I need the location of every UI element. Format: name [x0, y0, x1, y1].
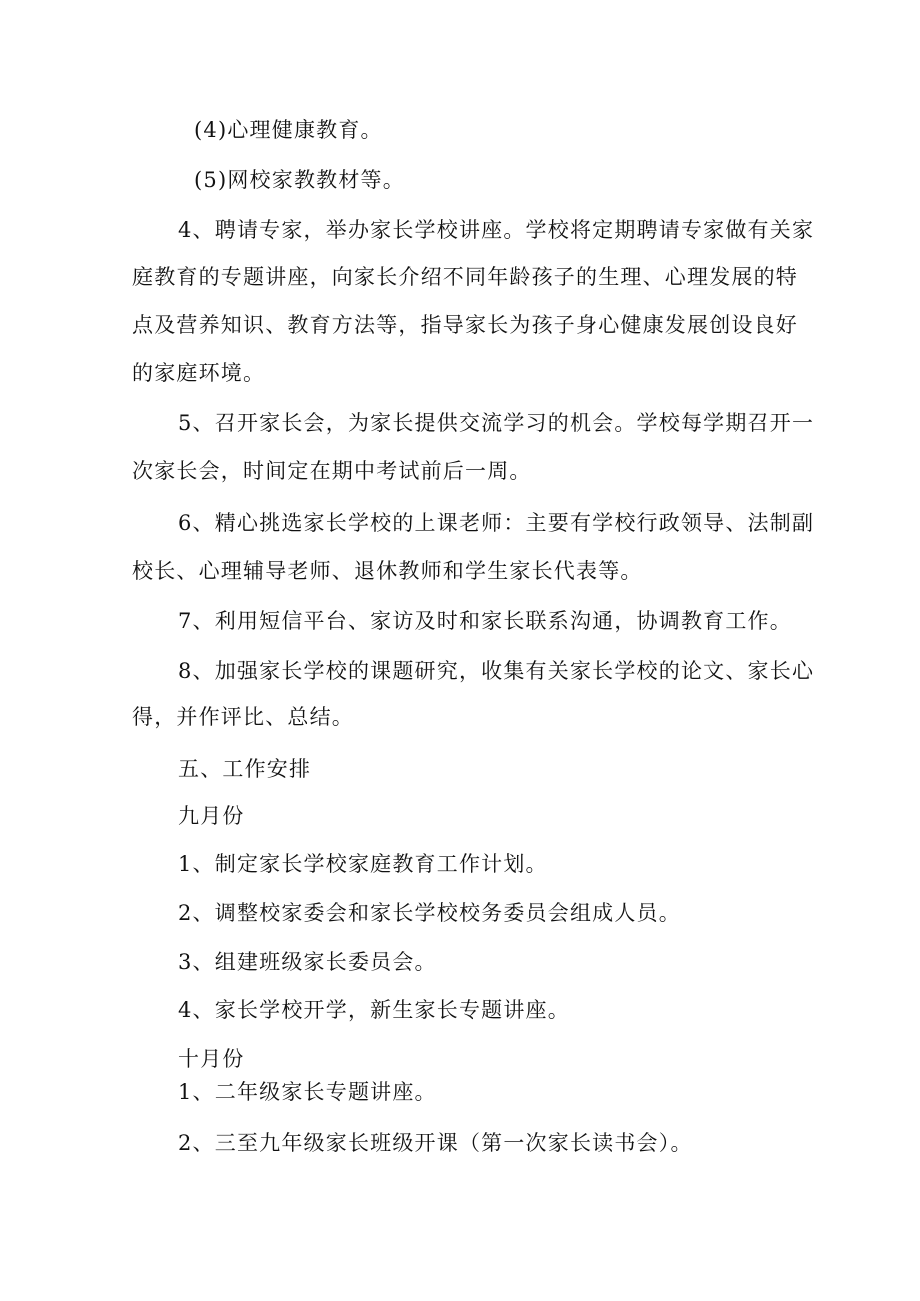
- september-item-4: 4、家长学校开学，新生家长专题讲座。: [178, 998, 570, 1022]
- paragraph-4-line-3: 点及营养知识、教育方法等，指导家长为孩子身心健康发展创设良好: [132, 313, 798, 337]
- month-heading-september: 九月份: [178, 804, 245, 828]
- paragraph-4-line-2: 庭教育的专题讲座，向家长介绍不同年龄孩子的生理、心理发展的特: [132, 265, 798, 289]
- month-heading-october: 十月份: [178, 1047, 245, 1071]
- list-item-5-materials: (5)网校家教教材等。: [194, 168, 405, 192]
- paragraph-5-line-2: 次家长会，时间定在期中考试前后一周。: [132, 459, 532, 483]
- paragraph-4-line-1: 4、聘请专家，举办家长学校讲座。学校将定期聘请专家做有关家: [178, 218, 815, 242]
- paragraph-6-line-1: 6、精心挑选家长学校的上课老师：主要有学校行政领导、法制副: [178, 511, 815, 535]
- paragraph-6-line-2: 校长、心理辅导老师、退休教师和学生家长代表等。: [132, 559, 643, 583]
- list-item-4-mental-health: (4)心理健康教育。: [194, 118, 383, 142]
- october-item-1: 1、二年级家长专题讲座。: [178, 1080, 437, 1104]
- paragraph-8-line-2: 得，并作评比、总结。: [132, 705, 354, 729]
- paragraph-5-line-1: 5、召开家长会，为家长提供交流学习的机会。学校每学期召开一: [178, 411, 815, 435]
- paragraph-4-line-4: 的家庭环境。: [132, 361, 266, 385]
- october-item-2: 2、三至九年级家长班级开课（第一次家长读书会）。: [178, 1131, 693, 1155]
- september-item-2: 2、调整校家委会和家长学校校务委员会组成人员。: [178, 901, 681, 925]
- section-heading-work-plan: 五、工作安排: [178, 757, 312, 781]
- paragraph-7: 7、利用短信平台、家访及时和家长联系沟通，协调教育工作。: [178, 609, 792, 633]
- paragraph-8-line-1: 8、加强家长学校的课题研究，收集有关家长学校的论文、家长心: [178, 659, 815, 683]
- september-item-3: 3、组建班级家长委员会。: [178, 950, 437, 974]
- september-item-1: 1、制定家长学校家庭教育工作计划。: [178, 852, 548, 876]
